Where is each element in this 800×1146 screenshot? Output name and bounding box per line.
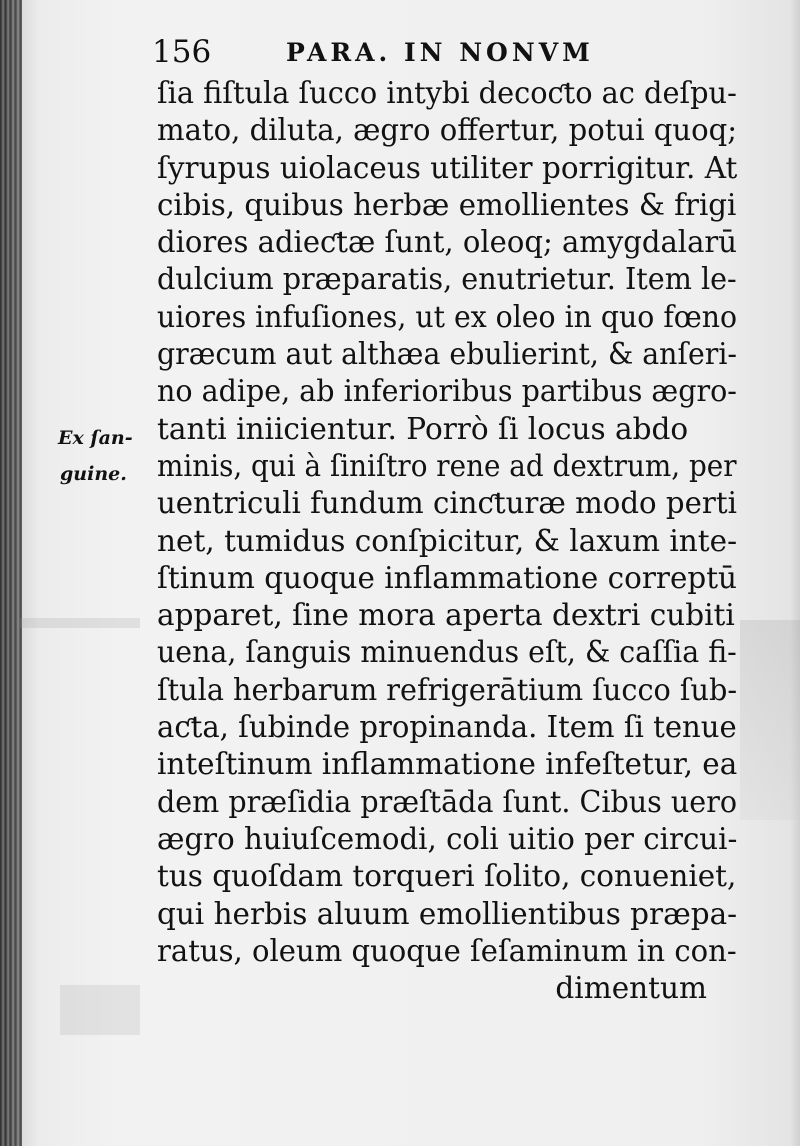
text-line: ſia fiſtula ſucco intybi decoƈto ac deſpu- — [157, 76, 737, 110]
text-line: uena, ſanguis minuendus eſt, & caſſia fi- — [157, 635, 737, 670]
text-line: mato, diluta, ægro offertur, potui quoq; — [157, 113, 738, 148]
text-line: apparet, ſine mora aperta dextri cubiti — [157, 598, 735, 633]
text-line: tanti iniicientur. Porrò ſi locus abdo — [157, 411, 689, 446]
text-line: qui herbis aluum emollientibus præpa- — [157, 896, 738, 931]
text-line: græcum aut althæa ebulierint, & anſeri- — [157, 337, 737, 372]
bleed-through-mark — [740, 620, 800, 820]
running-title: PARA. IN NONVM — [286, 38, 594, 67]
text-line: ratus, oleum quoque ſeſaminum in con- — [157, 933, 737, 968]
page-number: 156 — [152, 34, 212, 70]
text-line: ægro huiuſcemodi, coli uitio per circui- — [157, 821, 738, 856]
text-line: no adipe, ab inferioribus partibus ægro- — [157, 374, 737, 409]
text-line: tus quoſdam torqueri ſolito, conueniet, — [157, 859, 737, 894]
text-line: uentriculi fundum cinƈturæ modo perti — [157, 486, 737, 521]
catchword: dimentum — [555, 971, 707, 1006]
bleed-through-mark — [60, 985, 140, 1035]
text-line: cibis, quibus herbæ emollientes & frigi — [157, 187, 737, 222]
text-line: ſtinum quoque inflammatione correptū — [157, 560, 737, 595]
text-line: net, tumidus conſpicitur, & laxum inte- — [157, 523, 738, 558]
margin-note-line: guine. — [60, 463, 127, 485]
text-line: aƈta, ſubinde propinanda. Item ſi tenue — [157, 710, 737, 745]
text-line: minis, qui à ſiniſtro rene ad dextrum, per — [157, 448, 737, 483]
text-line: dem præſidia præſtāda ſunt. Cibus uero — [157, 784, 738, 819]
text-line: ſtula herbarum refrigerātium ſucco ſub- — [157, 672, 738, 707]
text-line: inteſtinum inflammatione infeſtetur, ea — [157, 747, 738, 782]
text-line: ſyrupus uiolaceus utiliter porrigitur. At — [157, 150, 738, 185]
bleed-through-mark — [20, 618, 140, 628]
text-line: dulcium præparatis, enutrietur. Item le- — [157, 262, 737, 297]
text-line: uiores infuſiones, ut ex oleo in quo fœno — [157, 299, 738, 334]
page-edge — [0, 0, 22, 1146]
margin-note-line: Ex ſan- — [58, 427, 133, 449]
body-text — [157, 75, 737, 1007]
page-header — [152, 34, 712, 70]
text-line: diores adieƈtæ ſunt, oleoq; amygdalarū — [157, 225, 738, 260]
